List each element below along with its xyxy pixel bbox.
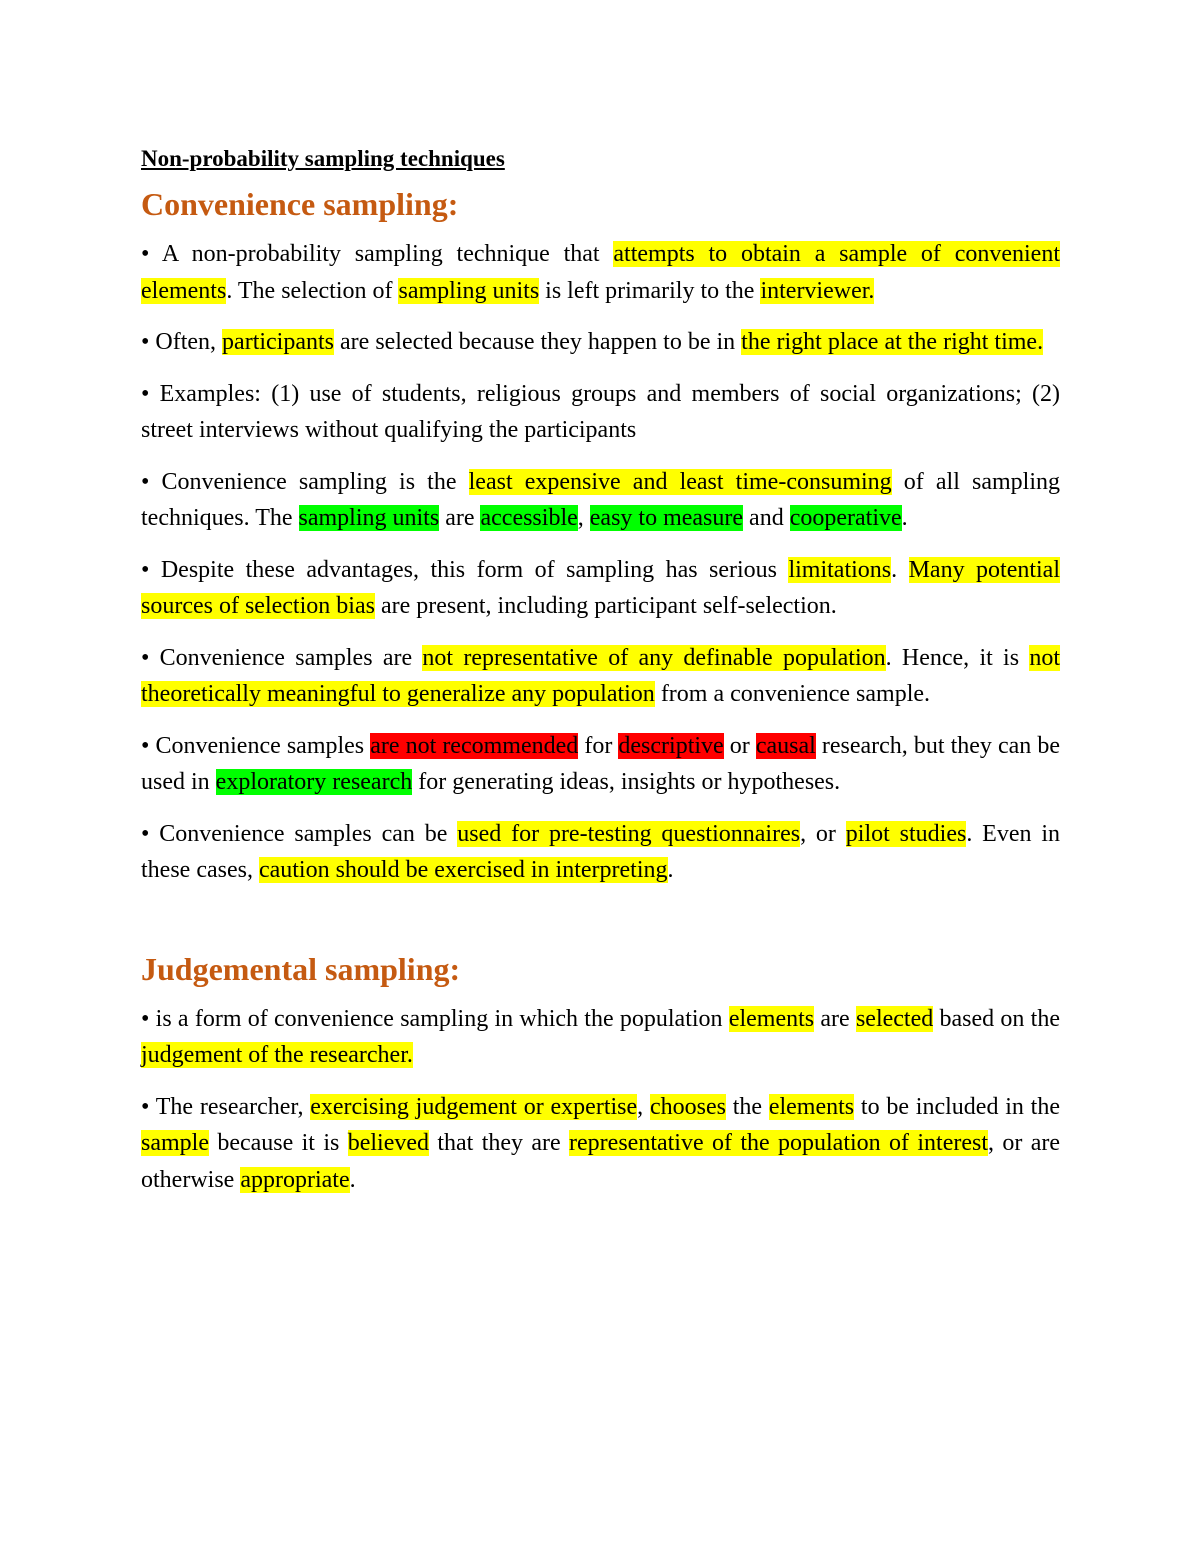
- highlight-yellow: believed: [347, 1130, 429, 1156]
- document-page: [141, 141, 1060, 1213]
- text-run: • is a form of convenience sampling in which the population: [141, 1005, 729, 1032]
- text-run: and: [743, 505, 790, 531]
- highlight-yellow: used for pre-testing questionnaires: [457, 820, 801, 847]
- highlight-yellow: sample: [141, 1130, 209, 1156]
- highlight-yellow: caution should be exercised in interpreting: [258, 857, 668, 883]
- bullet-paragraph: [141, 552, 1060, 625]
- text-run: .: [667, 857, 674, 883]
- text-run: • Convenience sampling is the: [141, 468, 469, 495]
- highlight-yellow: not theoretically meaningful to generalize any population: [141, 644, 1061, 707]
- text-run: . Hence, it is: [885, 644, 1030, 671]
- highlight-yellow: elements: [768, 1093, 855, 1120]
- highlight-green: accessible: [480, 505, 578, 531]
- bullet-paragraph: [141, 324, 1060, 361]
- bullet-paragraph: [141, 1001, 1060, 1074]
- section-heading: Convenience sampling:: [141, 186, 459, 222]
- bullet-paragraph: [141, 728, 1060, 801]
- text-run: , or are otherwise: [141, 1130, 1060, 1193]
- text-run: ,: [637, 1093, 650, 1120]
- text-run: because it is: [208, 1130, 348, 1156]
- document-body: [141, 184, 1060, 1198]
- text-run: • Convenience samples: [141, 732, 371, 759]
- bullet-paragraph: [141, 464, 1060, 537]
- text-run: the: [725, 1093, 769, 1120]
- highlight-red: descriptive: [618, 732, 724, 759]
- text-run: ,: [577, 505, 590, 531]
- text-run: to be included in the: [854, 1093, 1061, 1120]
- text-run: are present, including participant self-selection.: [374, 593, 837, 619]
- text-run: or: [723, 732, 756, 759]
- text-run: .: [901, 505, 908, 531]
- text-run: are: [439, 505, 481, 531]
- highlight-yellow: Many potential sources of selection bias: [141, 556, 1060, 619]
- highlight-yellow: appropriate: [240, 1166, 350, 1193]
- highlight-yellow: selected: [855, 1005, 934, 1032]
- bullet-paragraph: [141, 640, 1060, 713]
- text-run: from a convenience sample.: [654, 681, 931, 707]
- highlight-yellow: judgement of the researcher.: [141, 1042, 413, 1068]
- text-run: .: [349, 1166, 356, 1193]
- text-run: • A non-probability sampling technique that: [141, 241, 614, 267]
- text-run: are: [814, 1005, 856, 1032]
- highlight-yellow: the right place at the right time.: [741, 329, 1044, 355]
- text-run: of all sampling techniques. The: [141, 468, 1061, 531]
- highlight-green: cooperative: [789, 505, 902, 531]
- text-run: • Despite these advantages, this form of sampling has serious: [141, 556, 789, 583]
- highlight-green: easy to measure: [589, 505, 744, 531]
- bullet-paragraph: [141, 1089, 1060, 1199]
- section-heading: Judgemental sampling:: [141, 950, 461, 987]
- text-run: • The researcher,: [141, 1093, 311, 1120]
- bullet-paragraph: [141, 236, 1060, 309]
- highlight-green: exploratory research: [215, 769, 413, 795]
- bullet-paragraph: [141, 376, 1060, 449]
- highlight-yellow: exercising judgement or expertise: [310, 1093, 638, 1120]
- text-run: .: [891, 556, 909, 583]
- text-run: is left primarily to the: [539, 277, 761, 304]
- text-run: . The selection of: [226, 277, 399, 304]
- highlight-red: are not recommended: [370, 732, 579, 759]
- text-run: research, but they can be used in: [141, 732, 1061, 795]
- highlight-yellow: elements: [728, 1005, 815, 1032]
- document-title: Non-probability sampling techniques: [141, 146, 505, 171]
- highlight-yellow: sampling units: [398, 277, 540, 304]
- highlight-yellow: attempts to obtain a sample of convenient elements: [141, 241, 1061, 304]
- text-run: for generating ideas, insights or hypotheses.: [412, 769, 841, 795]
- text-run: • Convenience samples can be: [141, 820, 458, 847]
- text-run: based on the: [933, 1005, 1060, 1032]
- highlight-yellow: pilot studies: [845, 820, 967, 847]
- highlight-yellow: not representative of any definable population: [422, 644, 886, 671]
- highlight-yellow: limitations: [788, 556, 892, 583]
- highlight-yellow: chooses: [649, 1093, 726, 1120]
- text-run: • Often,: [141, 329, 223, 355]
- text-run: • Examples: (1) use of students, religious groups and members of social organizations; (2) street interviews without qualifying the participants: [141, 380, 1060, 443]
- text-run: • Convenience samples are: [141, 644, 423, 671]
- highlight-green: sampling units: [298, 505, 440, 531]
- highlight-yellow: interviewer.: [760, 277, 875, 304]
- bullet-paragraph: [141, 816, 1060, 889]
- text-run: that they are: [429, 1130, 570, 1156]
- text-run: are selected because they happen to be in: [334, 329, 742, 355]
- text-run: , or: [800, 820, 846, 847]
- text-run: . Even in these cases,: [141, 820, 1061, 883]
- highlight-yellow: participants: [222, 329, 335, 355]
- text-run: for: [578, 732, 619, 759]
- highlight-yellow: least expensive and least time-consuming: [468, 468, 892, 495]
- highlight-red: causal: [755, 732, 816, 759]
- highlight-yellow: representative of the population of interest: [569, 1130, 988, 1156]
